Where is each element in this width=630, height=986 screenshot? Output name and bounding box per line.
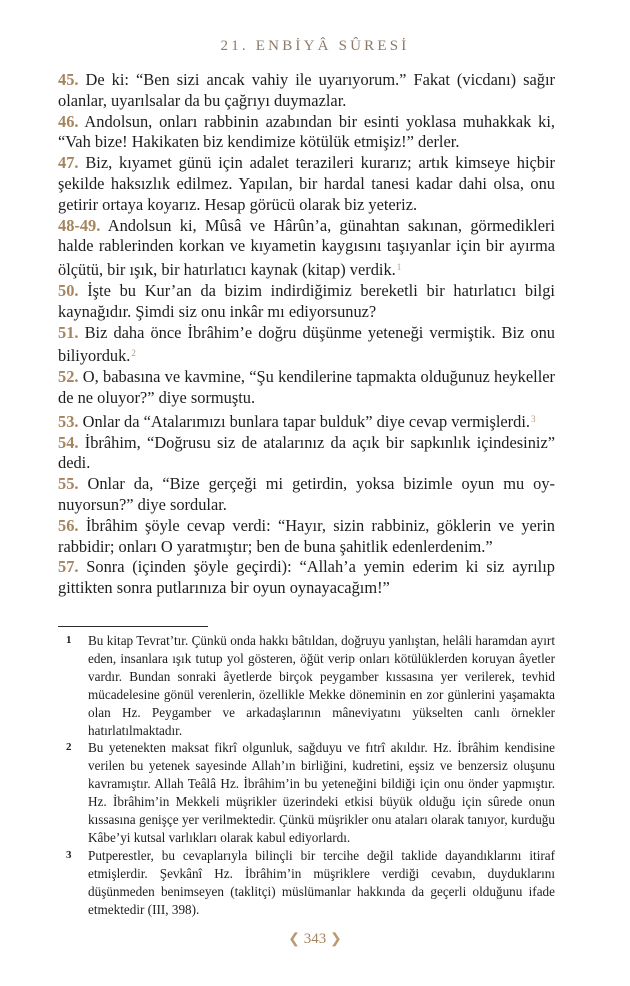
- verse-number: 51.: [58, 322, 79, 342]
- verse-text: İbrâhim şöyle cevap verdi: “Hayır, sizin rabbiniz, göklerin ve yerin rabbidir; onları O yaratmıştır; ben de buna şahitlik edenlerdenim.”: [58, 515, 555, 556]
- verse-number: 48-49.: [58, 215, 101, 235]
- footnote-2: [58, 739, 555, 846]
- verse-text: Andolsun ki, Mûsâ ve Hârûn’a, günahtan sakınan, görmedikleri halde rablerinden korkan ve kıyametin kaygısını taşıyanlar için bir ayırma ölçütü, bir ışık, bir hatırlatıcı kaynak (kitap) verdik.: [58, 215, 555, 280]
- verse-text: Biz daha önce İbrâhim’e doğru düşünme yeteneği vermiştik. Biz onu biliyorduk.: [58, 322, 555, 366]
- footnote-number: 1: [66, 634, 72, 646]
- verse-number: 47.: [58, 153, 79, 173]
- verse-text: De ki: “Ben sizi ancak vahiy ile uyarıyorum.” Fakat (vicdanı) sağır olanlar, uyarılsalar da bu çağrıyı duymazlar.: [58, 70, 555, 110]
- verse-text: O, babasına ve kavmine, “Şu kendilerine tapmakta olduğunuz heykeller de ne oluyor?” diye sormuştu.: [58, 367, 555, 407]
- ornament-left-icon: ❮: [288, 932, 300, 947]
- footnote-ref[interactable]: 3: [530, 413, 536, 424]
- verse-number: 57.: [58, 557, 79, 577]
- verse-52: [58, 367, 555, 409]
- footnote-number: 2: [66, 741, 72, 754]
- page-number-value: 343: [303, 931, 327, 947]
- footnote-text: Putperestler, bu cevaplarıyla bilinçli bir tercihe değil taklide dayandıklarını itiraf etmişlerdir. Şevkânî Hz. İbrâhim’in müşriklere verdiği cevabın, duyduklarını düşünmeden benimseyen (taklitçi) müslümanlar hakkında da geçerli olduğunu ifade etmektedir (III, 398).: [88, 847, 555, 917]
- verse-text: Biz, kıyamet günü için adalet terazileri kurarız; artık kimseye hiçbir şekilde haksızlık edilmez. Yapılan, bir hardal tanesi kadar dahi olsa, onu getirir ortaya koyarız. Hesap görücü olarak biz yeteriz.: [58, 153, 555, 214]
- verse-text: Onlar da, “Bize gerçeği mi getirdin, yoksa bizimle oyun mu oynuyorsun?” diye sordular.: [58, 474, 555, 514]
- footnote-ref[interactable]: 2: [131, 348, 136, 359]
- page-number: [0, 931, 630, 948]
- surah-header: 21. ENBİYÂ SÛRESİ: [220, 38, 410, 54]
- verse-46: [58, 112, 555, 154]
- footnote-3: [58, 847, 555, 919]
- verse-text: Andolsun, onları rabbinin azabından bir esinti yoklasa muhakkak ki, “Vah bize! Hakikaten biz kendimize kötülük etmişiz!” derler.: [58, 111, 555, 152]
- verse-54: [58, 433, 555, 475]
- verse-number: 46.: [58, 111, 79, 131]
- verse-55: [58, 474, 555, 516]
- verse-list: [58, 70, 555, 599]
- verse-number: 50.: [58, 280, 79, 300]
- footnote-text: Bu kitap Tevrat’tır. Çünkü onda hakkı bâtıldan, doğruyu yanlıştan, helâli haramdan ayırt eden, insanlara ışık tutup yol gösteren, öğüt verip onları kötülüklerden koruyan âyetler vardır. Bundan sonraki âyetlerde birçok peygamber kıssasına yer verilerek, tevhid mücadelesine gönül verenlerin, özellikle Mekke döneminin en zor günlerini yaşamakta olan Hz. Peygamber ve arkadaşlarının mâneviyatını yükselten canlı örnekler hatırlatılmaktadır.: [88, 633, 555, 738]
- verse-text: İşte bu Kur’an da bizim indirdiğimiz bereketli bir hatırlatıcı bilgi kaynağıdır. Şimdi siz onu inkâr mı ediyorsunuz?: [58, 280, 555, 321]
- verse-48-49: [58, 216, 555, 281]
- verse-56: [58, 516, 555, 558]
- verse-text: Onlar da “Atalarımızı bunlara tapar bulduk” diye cevap vermişlerdi.: [82, 411, 530, 431]
- verse-number: 52.: [58, 367, 79, 387]
- verse-number: 55.: [58, 474, 79, 494]
- ornament-right-icon: ❯: [330, 932, 342, 947]
- verse-number: 54.: [58, 432, 79, 452]
- footnote-number: 3: [66, 848, 72, 861]
- footnote-ref[interactable]: 1: [396, 262, 402, 273]
- footnote-text: Bu yetenekten maksat fikrî olgunluk, sağduyu ve fıtrî akıldır. Hz. İbrâhim kendisine verilen bu yetenek sayesinde Allah’ın birliğini, kudretini, eşsiz ve benzersiz oluşunu kavramıştır. Allah Teâlâ Hz. İbrâhim’in bu yeteneğini bildiği için onu önder yapmıştır. Hz. İbrâhim’in Mekkeli müşrikler üzerindeki etkisi büyük olduğu için sûrede onun kıssasına genişçe yer verilmektedir. Çünkü müşrikler onu ataları olarak tanıyor, kurduğu Kâbe’yi kutsal varlıkları olarak kabul ediyorlardı.: [88, 740, 555, 845]
- footnote-divider: [58, 626, 208, 627]
- verse-number: 53.: [58, 411, 79, 431]
- verse-50: [58, 281, 555, 323]
- footnote-list: [58, 632, 555, 919]
- verse-text: İbrâhim, “Doğrusu siz de atalarınız da açık bir sapkınlık içindesiniz” dedi.: [58, 432, 555, 473]
- verse-text: Sonra (içinden şöyle geçirdi): “Allah’a yemin ederim ki siz ayrılıp gittikten sonra putlarınıza bir oyun oynayacağım!”: [58, 557, 555, 598]
- verse-number: 45.: [58, 70, 79, 89]
- verse-45: [58, 70, 555, 112]
- verse-51: [58, 323, 555, 368]
- verse-53: [58, 409, 555, 433]
- footnote-1: [58, 632, 555, 739]
- verse-number: 56.: [58, 515, 79, 535]
- verse-47: [58, 153, 555, 215]
- verse-57: [58, 557, 555, 599]
